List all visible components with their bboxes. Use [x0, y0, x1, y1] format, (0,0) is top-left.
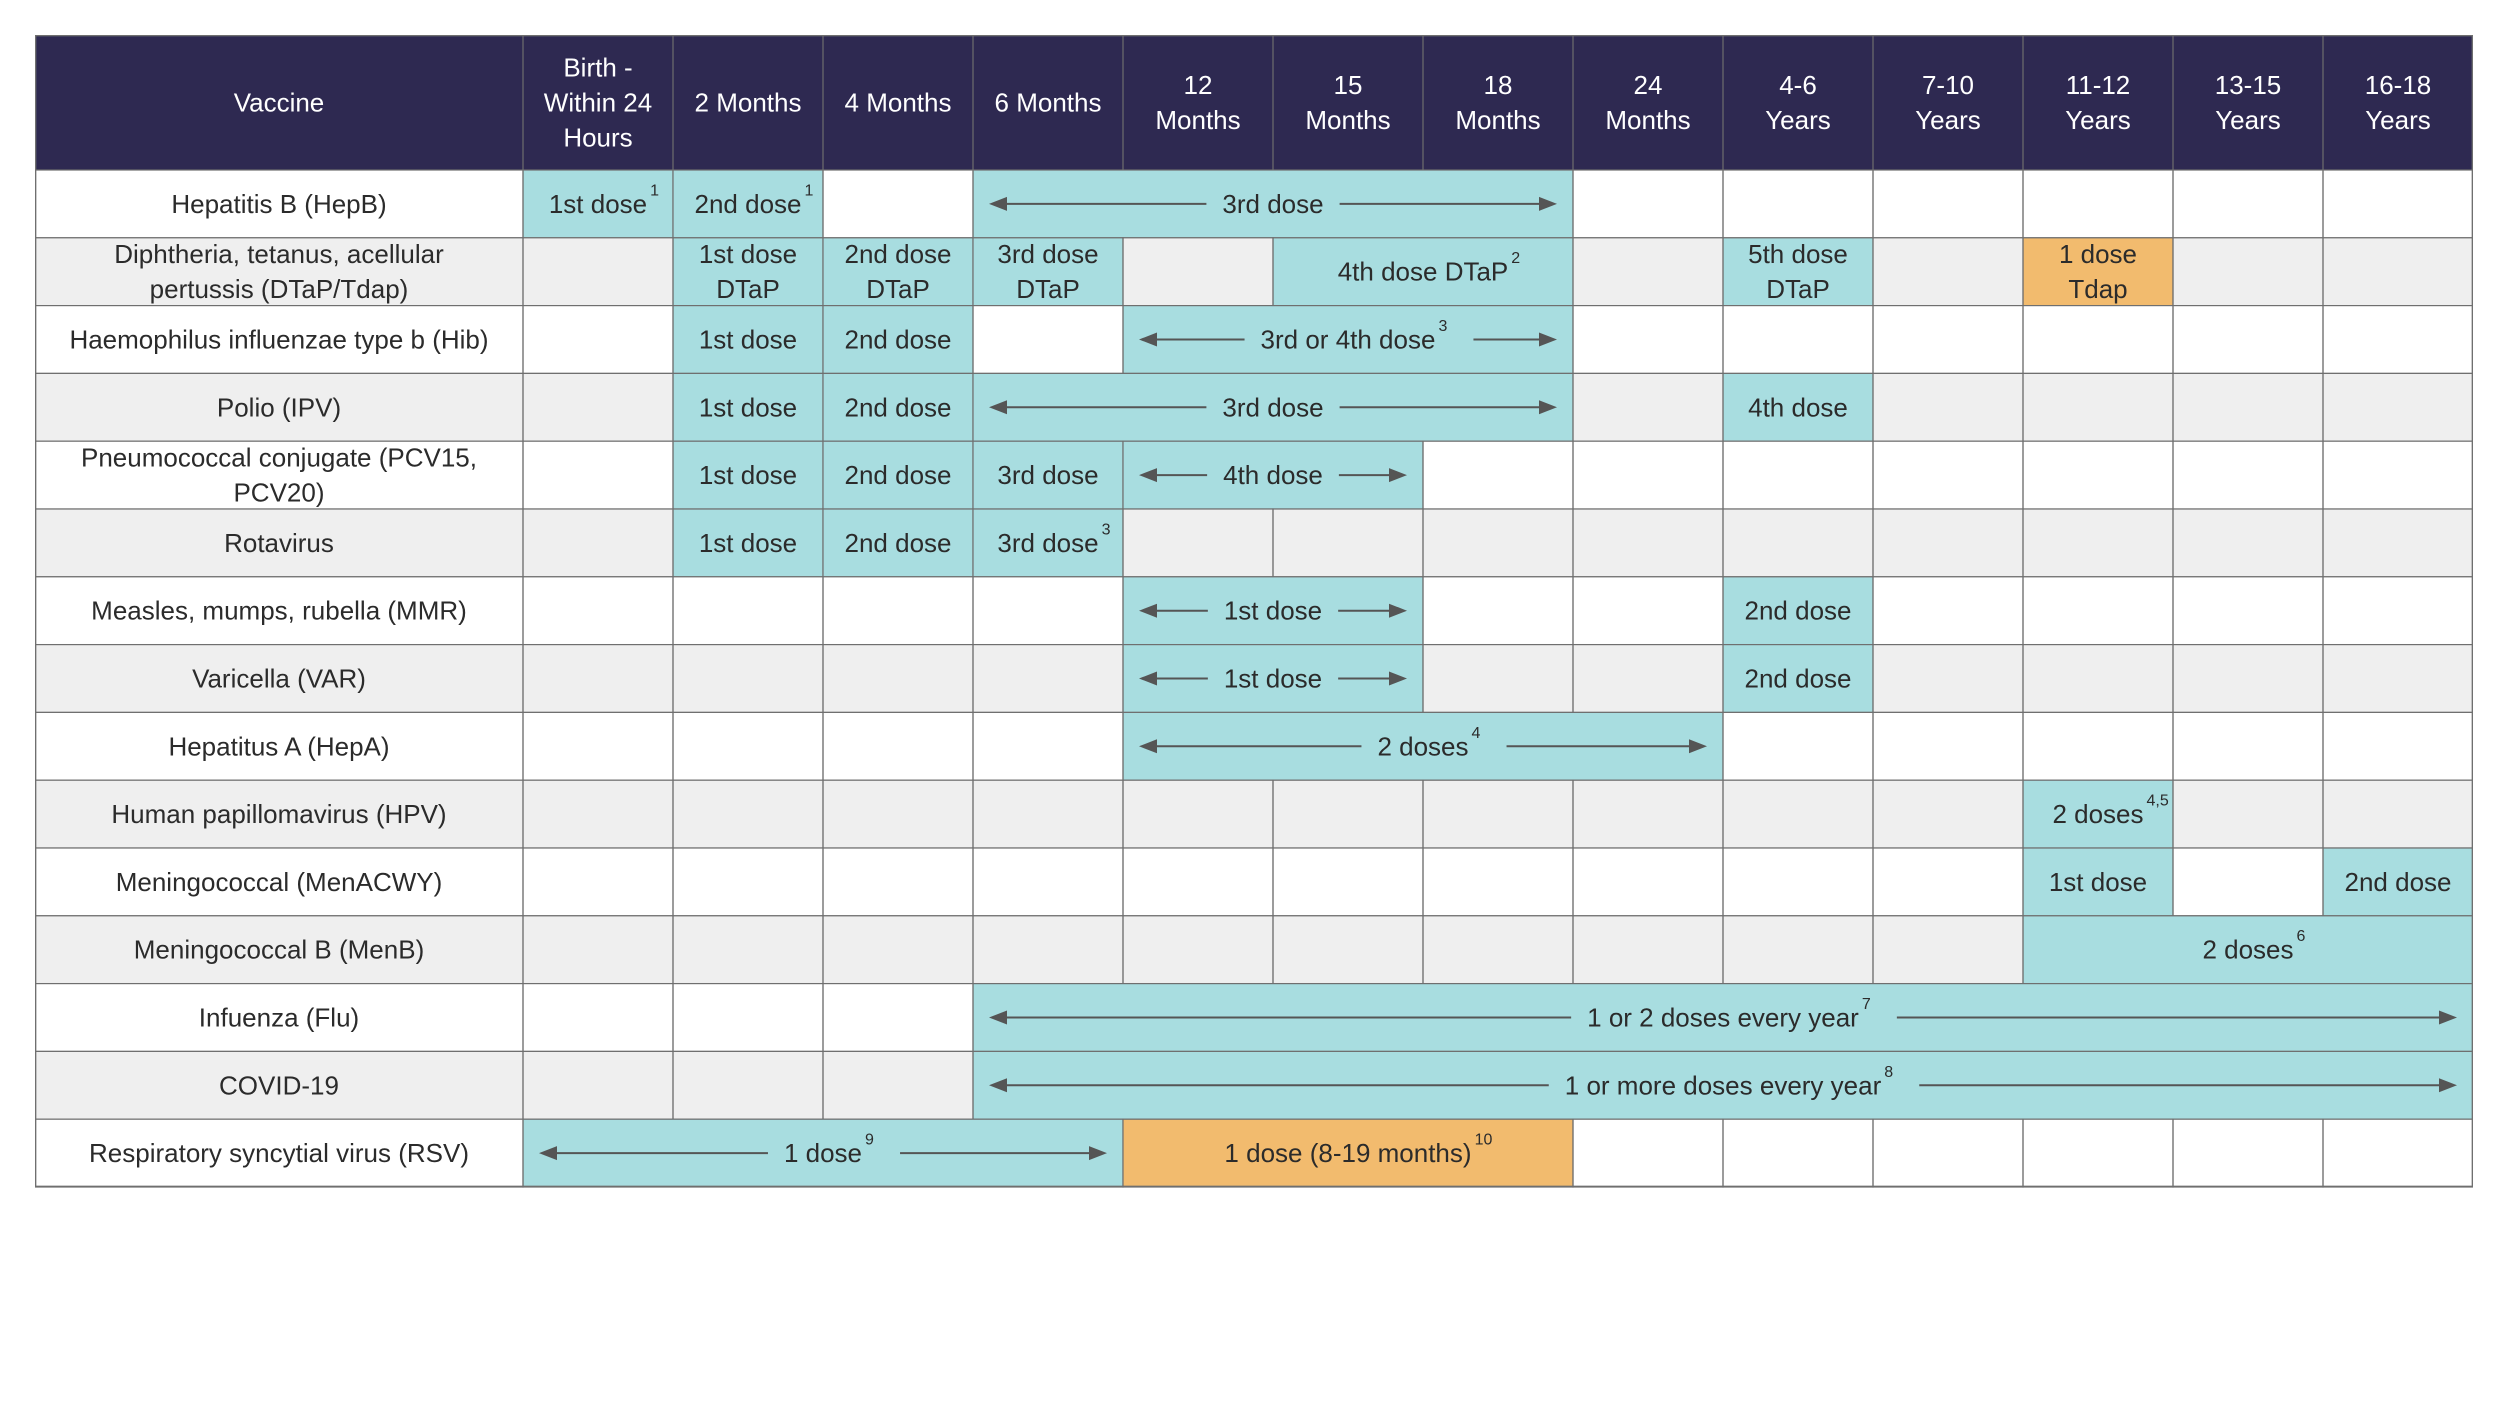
dose-label: 1 or 2 doses every year	[1587, 1002, 1859, 1033]
dose-cell	[1123, 712, 1723, 780]
header-column-label: Birth -	[563, 52, 633, 83]
dose-cell	[1123, 1119, 1573, 1187]
footnote-marker: 8	[1884, 1063, 1894, 1081]
footnote-marker: 1	[650, 182, 660, 200]
dose-label: 2nd dose	[844, 239, 952, 270]
dose-label: DTaP	[1766, 274, 1830, 305]
dose-label: 3rd dose	[997, 527, 1099, 558]
vaccine-name: Measles, mumps, rubella (MMR)	[91, 595, 467, 626]
dose-label: 2 doses	[1377, 731, 1469, 762]
footnote-marker: 2	[1511, 250, 1521, 268]
dose-label: 4th dose	[1223, 460, 1323, 491]
vaccine-name: Respiratory syncytial virus (RSV)	[89, 1138, 469, 1169]
table-row	[35, 712, 2473, 780]
header-column-label: Months	[1155, 105, 1241, 135]
dose-label: 2nd dose	[1744, 663, 1852, 694]
dose-cell	[823, 306, 973, 374]
header-column-label: 4 Months	[844, 87, 952, 118]
table-row	[35, 916, 2473, 984]
dose-label: 2nd dose	[844, 527, 952, 558]
immunization-schedule-table	[35, 35, 2473, 1251]
dose-label: 1st dose	[698, 239, 798, 270]
dose-label: 1 dose (8-19 months)	[1224, 1138, 1472, 1169]
dose-label: 1st dose	[2048, 866, 2148, 897]
footnote-marker: 3	[1101, 521, 1111, 539]
vaccine-name: COVID-19	[219, 1070, 339, 1101]
vaccine-name: Hepatitus A (HepA)	[168, 731, 390, 762]
dose-cell	[1723, 373, 1873, 441]
header-column-label: Months	[1605, 105, 1691, 135]
dose-label: 1st dose	[698, 527, 798, 558]
dose-cell	[1723, 577, 1873, 645]
dose-cell	[823, 373, 973, 441]
header-column-label: 24	[1633, 70, 1663, 100]
dose-label: Tdap	[2068, 274, 2128, 305]
dose-cell	[1123, 441, 1423, 509]
dose-label: 2nd dose	[844, 392, 952, 423]
vaccine-name: Pneumococcal conjugate (PCV15,	[80, 442, 478, 473]
dose-label: 2 doses	[2052, 799, 2144, 830]
dose-label: 4th dose	[1748, 392, 1848, 423]
dose-label: 5th dose	[1748, 239, 1848, 270]
dose-label: DTaP	[716, 274, 780, 305]
dose-cell	[1123, 645, 1423, 713]
dose-label: 1 or more doses every year	[1564, 1070, 1882, 1101]
header-column-label: Hours	[563, 122, 633, 153]
header-column-label: 6 Months	[994, 87, 1102, 118]
dose-label: 1st dose	[698, 324, 798, 355]
footnote-marker: 10	[1474, 1131, 1493, 1149]
dose-label: 2nd dose	[844, 324, 952, 355]
footnote-marker: 4,5	[2146, 792, 2169, 810]
table-row	[35, 509, 2473, 577]
table-row	[35, 1119, 2473, 1187]
dose-label: 3rd dose	[997, 239, 1099, 270]
header-vaccine: Vaccine	[233, 87, 325, 118]
dose-cell	[2023, 780, 2173, 848]
dose-cell	[673, 306, 823, 374]
dose-cell	[2323, 848, 2473, 916]
vaccine-name: Polio (IPV)	[216, 392, 342, 423]
footnote-marker: 7	[1861, 996, 1871, 1013]
dose-cell	[973, 984, 2473, 1052]
dose-label: 1st dose	[1223, 595, 1323, 626]
header-column-label: 13-15	[2214, 70, 2282, 100]
header-column-label: 11-12	[2065, 70, 2131, 100]
table-row	[35, 645, 2473, 713]
dose-cell	[973, 238, 1123, 306]
vaccine-name: pertussis (DTaP/Tdap)	[149, 274, 409, 305]
header-column-label: Years	[2065, 105, 2131, 135]
header-column-label: Within 24	[543, 87, 653, 118]
vaccine-name: Hepatitis B (HepB)	[171, 188, 387, 219]
dose-label: 1st dose	[698, 460, 798, 491]
dose-label: DTaP	[1016, 274, 1080, 305]
dose-label: 3rd or 4th dose	[1260, 324, 1436, 355]
dose-label: 1st dose	[548, 188, 648, 219]
dose-cell	[673, 238, 823, 306]
dose-label: 2nd dose	[844, 460, 952, 491]
dose-cell	[973, 170, 1573, 238]
dose-cell	[673, 170, 823, 238]
footnote-marker: 9	[865, 1131, 874, 1149]
dose-label: DTaP	[866, 274, 930, 305]
dose-cell	[523, 1119, 1123, 1187]
dose-label: 2nd dose	[694, 188, 802, 219]
header-column-label: Years	[1765, 105, 1831, 135]
header-column-label: Years	[2365, 105, 2431, 135]
dose-cell	[973, 373, 1573, 441]
vaccine-name: Rotavirus	[224, 527, 334, 558]
dose-cell	[973, 441, 1123, 509]
footnote-marker: 1	[804, 182, 814, 200]
dose-cell	[673, 441, 823, 509]
dose-cell	[823, 441, 973, 509]
header-column-label: Months	[1455, 105, 1541, 135]
dose-cell	[823, 238, 973, 306]
dose-cell	[2023, 848, 2173, 916]
header-column-label: 2 Months	[694, 87, 802, 118]
dose-cell	[673, 509, 823, 577]
header-column-label: 18	[1483, 70, 1513, 100]
table-row	[35, 1051, 2473, 1119]
header-background	[35, 35, 2473, 170]
dose-cell	[823, 509, 973, 577]
table-row	[35, 780, 2473, 848]
vaccine-name: Diphtheria, tetanus, acellular	[114, 239, 444, 270]
dose-cell	[1123, 306, 1573, 374]
header-column-label: 12	[1183, 70, 1213, 100]
vaccine-name: Infuenza (Flu)	[198, 1002, 360, 1033]
header-column-label: Months	[1305, 105, 1391, 135]
footnote-marker: 6	[2296, 928, 2306, 946]
dose-cell	[1123, 577, 1423, 645]
table-row	[35, 238, 2473, 306]
table-row	[35, 441, 2473, 509]
table-row	[35, 373, 2473, 441]
vaccine-name: Varicella (VAR)	[192, 663, 366, 694]
header-column-label: Years	[1915, 105, 1981, 135]
table-row	[35, 984, 2473, 1052]
header-column-label: 15	[1333, 70, 1363, 100]
footnote-marker: 4	[1471, 724, 1481, 742]
row-background	[35, 509, 2473, 577]
table-row	[35, 848, 2473, 916]
dose-cell	[1723, 238, 1873, 306]
dose-label: 1st dose	[698, 392, 798, 423]
header-column-label: 4-6	[1779, 70, 1817, 100]
dose-label: 3rd dose	[1222, 392, 1324, 423]
dose-cell	[973, 1051, 2473, 1119]
dose-label: 1 dose	[2058, 239, 2138, 270]
vaccine-name: Human papillomavirus (HPV)	[111, 799, 447, 830]
dose-label: 2 doses	[2202, 934, 2294, 965]
dose-label: 1 dose	[783, 1138, 863, 1169]
dose-cell	[2023, 916, 2473, 984]
dose-cell	[673, 373, 823, 441]
dose-cell	[973, 509, 1123, 577]
header-column-label: 16-18	[2364, 70, 2432, 100]
vaccine-name: PCV20)	[233, 477, 325, 508]
dose-label: 4th dose DTaP	[1337, 256, 1509, 287]
table-row	[35, 577, 2473, 645]
dose-label: 3rd dose	[1222, 188, 1324, 219]
header-column-label: Years	[2215, 105, 2281, 135]
vaccine-name: Meningococcal (MenACWY)	[115, 866, 443, 897]
footnote-marker: 3	[1438, 318, 1448, 335]
dose-cell	[1723, 645, 1873, 713]
dose-label: 2nd dose	[1744, 595, 1852, 626]
vaccine-name: Meningococcal B (MenB)	[133, 934, 425, 965]
dose-label: 3rd dose	[997, 460, 1099, 491]
vaccine-name: Haemophilus influenzae type b (Hib)	[69, 324, 489, 355]
dose-cell	[2023, 238, 2173, 306]
dose-cell	[523, 170, 673, 238]
table-row	[35, 170, 2473, 238]
dose-label: 1st dose	[1223, 663, 1323, 694]
table-row	[35, 306, 2473, 374]
dose-label: 2nd dose	[2344, 866, 2452, 897]
header-column-label: 7-10	[1921, 70, 1975, 100]
dose-cell	[1273, 238, 1573, 306]
